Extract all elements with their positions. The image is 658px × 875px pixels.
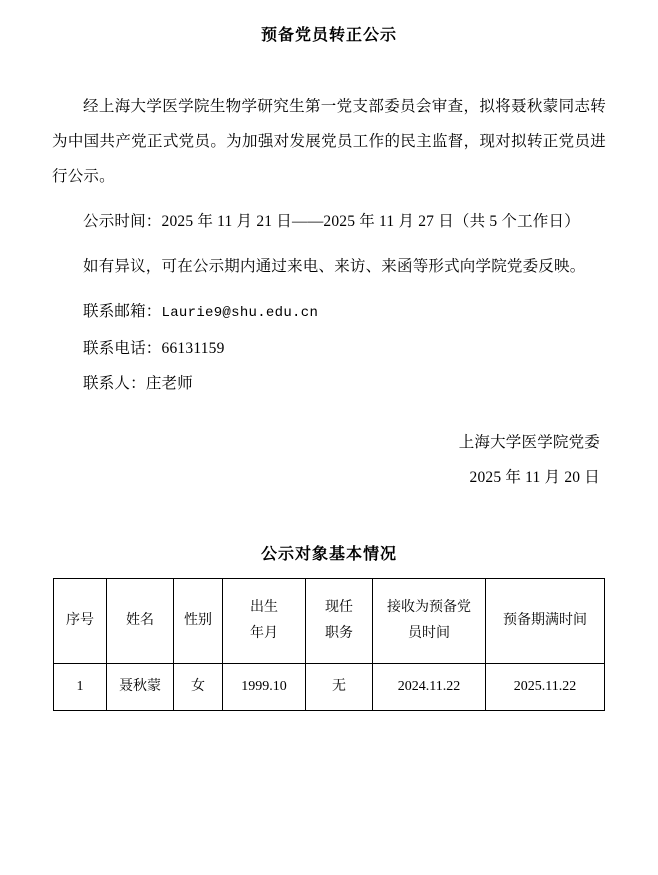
table-header-seq [54, 579, 107, 664]
table-row [54, 664, 605, 711]
paragraph-publicity-period: 公示时间：2025 年 11 月 21 日——2025 年 11 月 27 日（共 5 个工作日） [83, 213, 580, 230]
cell-seq: 1 [54, 664, 107, 711]
table-header-name-line1: 姓名 [126, 613, 154, 628]
table-header-birth [223, 579, 306, 664]
table-header-accept [373, 579, 486, 664]
table-header-gender-line1: 性别 [184, 613, 212, 628]
table-header-accept-line2: 员时间 [408, 626, 450, 641]
signature-date: 2025 年 11 月 20 日 [469, 469, 600, 486]
cell-post: 无 [306, 664, 373, 711]
signature-block [52, 425, 606, 495]
contact-email-label: 联系邮箱： [83, 303, 162, 320]
cell-birth: 1999.10 [223, 664, 306, 711]
paragraph-review: 经上海大学医学院生物学研究生第一党支部委员会审查，拟将聂秋蒙同志转为中国共产党正式党员。为加强对发展党员工作的民主监督，现对拟转正党员进行公示。 [52, 98, 606, 185]
cell-accept-date: 2024.11.22 [373, 664, 486, 711]
contact-person-label: 联系人： [83, 375, 146, 392]
contact-person-line [52, 366, 606, 401]
contact-phone-line [52, 331, 606, 366]
contact-phone-value: 66131159 [161, 340, 225, 357]
table-header-birth-line2: 年月 [250, 626, 278, 641]
table-header-seq-line1: 序号 [66, 613, 94, 628]
table-header-birth-line1: 出生 [250, 600, 278, 615]
table-header-post-line1: 现任 [325, 600, 353, 615]
table-header-post [306, 579, 373, 664]
basic-info-table [53, 578, 605, 711]
table-header-expire [486, 579, 605, 664]
table-header-expire-line1: 预备期满时间 [503, 613, 587, 628]
table-header-accept-line1: 接收为预备党 [387, 600, 471, 615]
document-body [52, 89, 606, 401]
table-header-row [54, 579, 605, 664]
table-title: 公示对象基本情况 [260, 546, 397, 563]
contact-email-line [52, 294, 606, 331]
table-header-gender [174, 579, 223, 664]
cell-name: 聂秋蒙 [107, 664, 174, 711]
contact-email-value: Laurie9@shu.edu.cn [161, 305, 319, 321]
contact-person-value: 庄老师 [145, 375, 193, 392]
table-header-name [107, 579, 174, 664]
paragraph-objection: 如有异议，可在公示期内通过来电、来访、来函等形式向学院党委反映。 [83, 258, 586, 275]
cell-gender: 女 [174, 664, 223, 711]
table-header-post-line2: 职务 [325, 626, 353, 641]
signature-organization: 上海大学医学院党委 [458, 434, 600, 451]
cell-expire-date: 2025.11.22 [486, 664, 605, 711]
page-title: 预备党员转正公示 [260, 27, 397, 44]
contact-phone-label: 联系电话： [83, 340, 162, 357]
